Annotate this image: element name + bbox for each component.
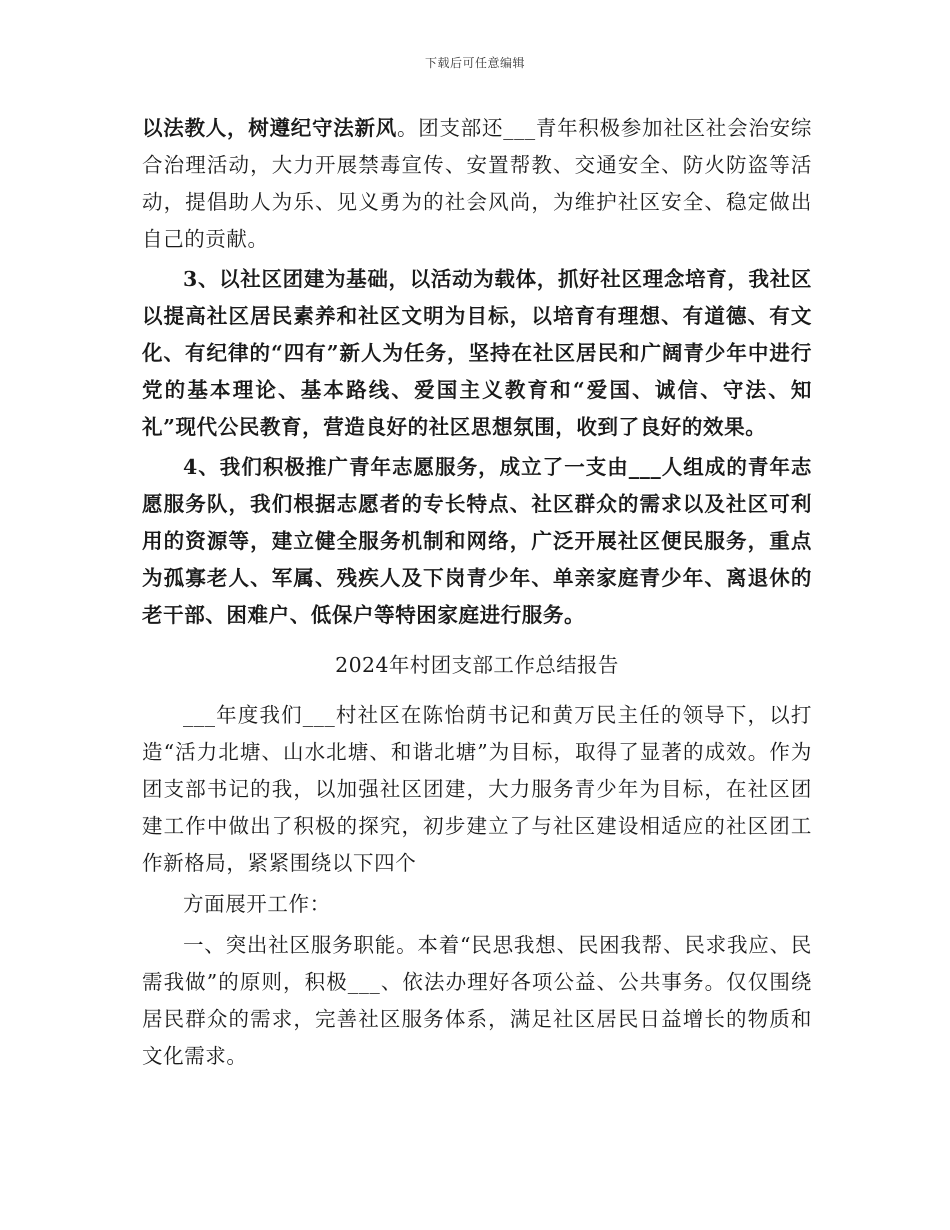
page-header: 下载后可任意编辑 bbox=[424, 56, 525, 70]
report-title: 2024年村团支部工作总结报告 bbox=[335, 653, 619, 677]
document-body bbox=[142, 110, 812, 1075]
paragraph-rule-of-law bbox=[142, 110, 812, 258]
paragraph-item-3: 3、以社区团建为基础，以活动为载体，抓好社区理念培育，我社区以提高社区居民素养和社区文明为目标，以培育有理想、有道德、有文化、有纪律的“四有”新人为任务，坚持在社区居民和广阔青少年中进行党的基本理论、基本路线、爱国主义教育和“爱国、诚信、守法、知礼”现代公民教育，营造良好的社区思想氛围，收到了良好的效果。 bbox=[142, 267, 812, 439]
paragraph-section-one: 一、突出社区服务职能。本着“民思我想、民困我帮、民求我应、民需我做”的原则，积极___、依法办理好各项公益、公共事务。仅仅围绕居民群众的需求，完善社区服务体系，满足社区居民日益增长的物质和文化需求。 bbox=[142, 933, 812, 1068]
paragraph-item-4: 4、我们积极推广青年志愿服务，成立了一支由___人组成的青年志愿服务队，我们根据志愿者的专长特点、社区群众的需求以及社区可利用的资源等，建立健全服务机制和网络，广泛开展社区便民服务，重点为孤寡老人、军属、残疾人及下岗青少年、单亲家庭青少年、离退休的老干部、困难户、低保户等特困家庭进行服务。 bbox=[142, 455, 812, 627]
paragraph-intro: ___年度我们___村社区在陈怡荫书记和黄万民主任的领导下，以打造“活力北塘、山水北塘、和谐北塘”为目标，取得了显著的成效。作为团支部书记的我，以加强社区团建，大力服务青少年为目标，在社区团建工作中做出了积极的探究，初步建立了与社区建设相适应的社区团工作新格局，紧紧围绕以下四个 bbox=[142, 703, 812, 875]
paragraph-bold-lead: 以法教人，树遵纪守法新风 bbox=[142, 116, 397, 140]
paragraph-text: 。团支部还___青年积极参加社区社会治安综合治理活动，大力开展禁毒宣传、安置帮教、交通安全、防火防盗等活动，提倡助人为乐、见义勇为的社会风尚，为维护社区安全、稳定做出自己的贡献。 bbox=[142, 116, 812, 251]
paragraph-aspects: 方面展开工作： bbox=[183, 892, 331, 916]
